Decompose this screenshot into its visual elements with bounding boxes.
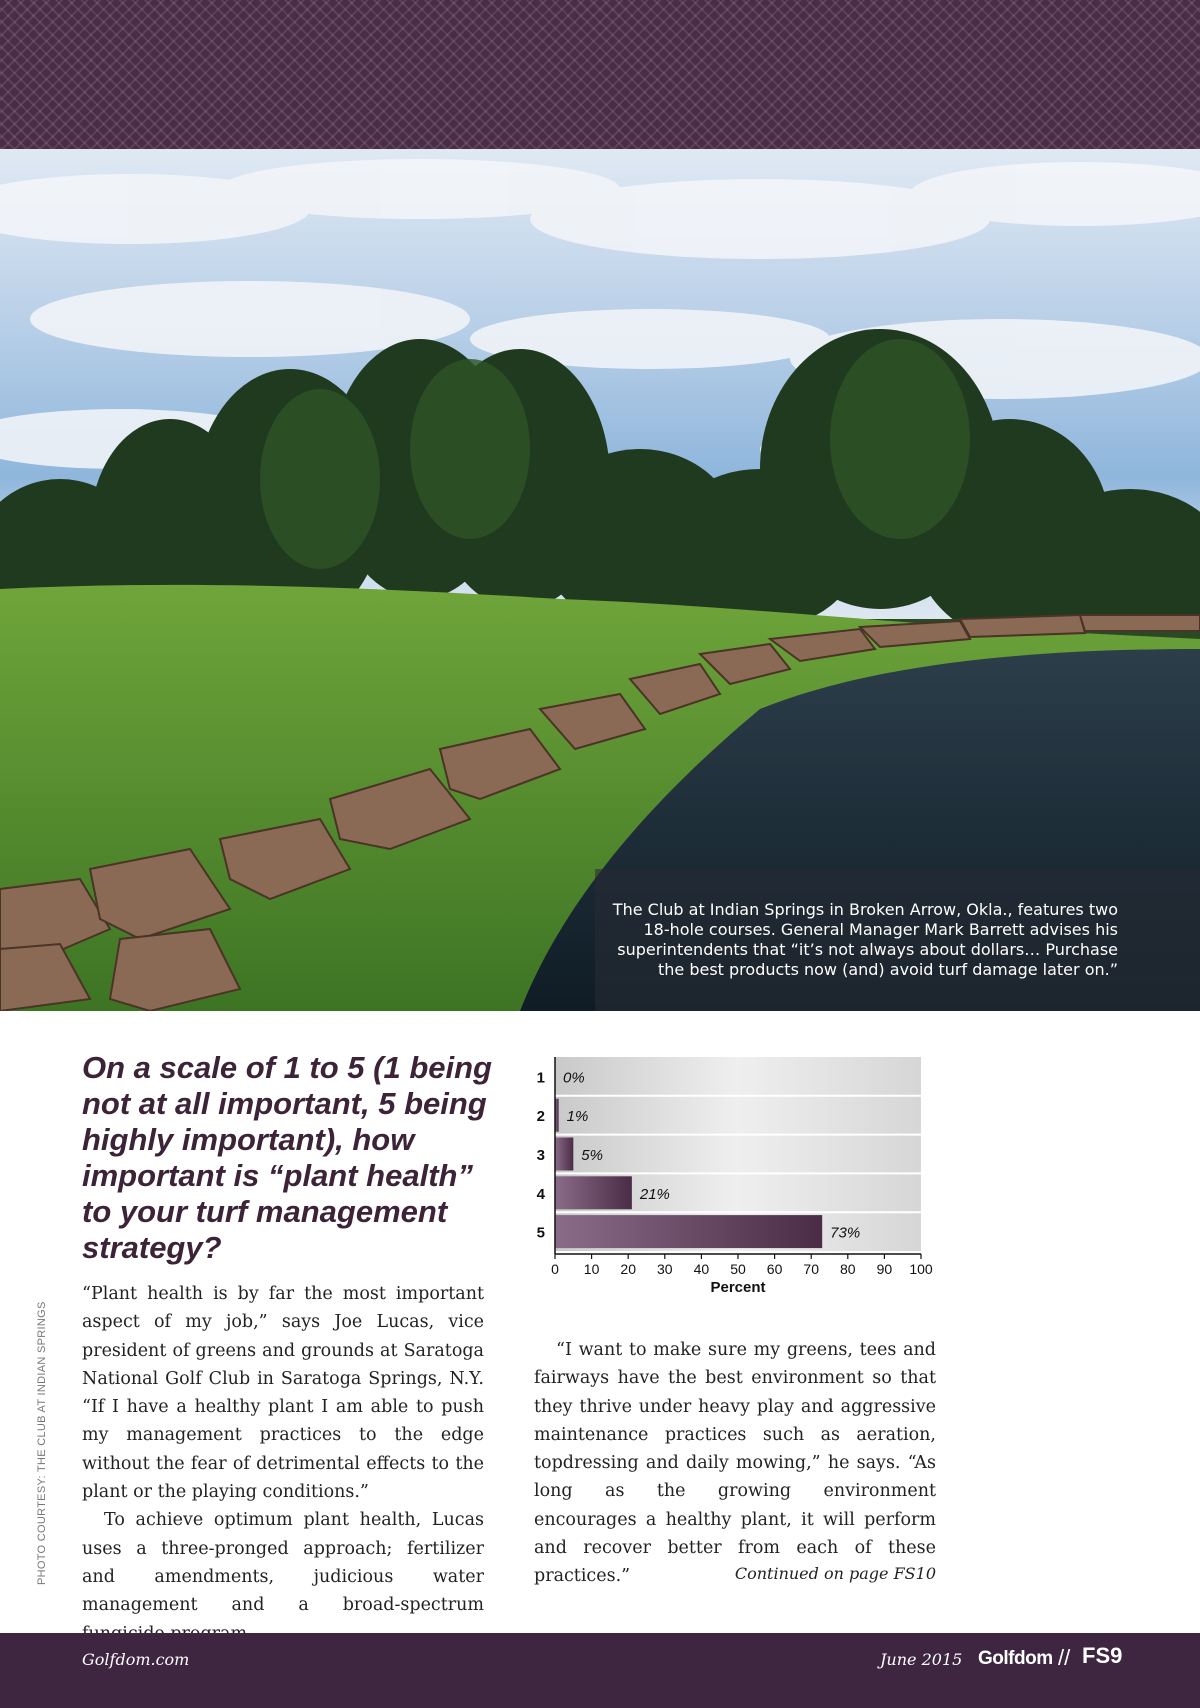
footer-band bbox=[0, 1633, 1200, 1708]
chart-x-tick-label: 50 bbox=[730, 1261, 746, 1277]
chart-x-tick-label: 80 bbox=[840, 1261, 856, 1277]
chart-x-tick-label: 100 bbox=[909, 1261, 933, 1277]
survey-question: On a scale of 1 to 5 (1 being not at all important, 5 being highly important), how important is “plant health” to your turf management strategy? bbox=[82, 1050, 492, 1265]
chart-category-label: 1 bbox=[536, 1069, 545, 1087]
chart-x-axis-label: Percent bbox=[710, 1279, 766, 1296]
chart-x-tick-label: 90 bbox=[876, 1261, 893, 1277]
page-number: FS9 bbox=[1082, 1643, 1123, 1668]
golf-course-photo bbox=[0, 149, 1200, 1011]
chart-x-tick-label: 0 bbox=[551, 1261, 559, 1277]
footer-site-link[interactable]: Golfdom.com bbox=[82, 1650, 190, 1669]
bar-chart bbox=[530, 1052, 950, 1322]
chart-x-tick-label: 20 bbox=[620, 1261, 636, 1277]
chart-value-label: 0% bbox=[563, 1069, 585, 1087]
chart-x-tick-label: 10 bbox=[583, 1261, 600, 1277]
right-column bbox=[534, 1336, 936, 1591]
chart-category-label: 3 bbox=[536, 1147, 545, 1164]
photo-credit: PHOTO COURTESY: THE CLUB AT INDIAN SPRINGS bbox=[36, 1301, 48, 1585]
footer-date: June 2015 bbox=[880, 1650, 963, 1669]
chart-value-label: 73% bbox=[830, 1224, 861, 1242]
paragraph: “Plant health is by far the most important aspect of my job,” says Joe Lucas, vice president of greens and grounds at Saratoga National Golf Club in Saratoga Springs, N.Y. “If I have a healthy plant I am able to push my management practices to the edge without the fear of detrimental effects to the plant or the playing conditions.” bbox=[82, 1284, 484, 1503]
chart-category-label: 2 bbox=[536, 1108, 545, 1126]
footer-brand: Golfdom bbox=[978, 1648, 1053, 1669]
photo-caption-box bbox=[595, 869, 1200, 1011]
chart-value-label: 5% bbox=[581, 1147, 603, 1164]
chart-bar bbox=[555, 1138, 573, 1171]
paragraph: “I want to make sure my greens, tees and fairways have the best environment so that they thrive under heavy play and aggressive maintenance practices such as aeration, topdressing and daily mowing,” he says. “As long as the growing environment encourages a healthy plant, it will perform and recover better from each of these practices.” bbox=[534, 1340, 936, 1587]
paragraph: To achieve optimum plant health, Lucas uses a three-pronged approach; fertilizer and amendments, judicious water management and a broad-spectrum bbox=[82, 1510, 484, 1616]
chart-bar bbox=[555, 1215, 822, 1248]
chart-bar bbox=[555, 1176, 632, 1209]
chart-x-tick-label: 40 bbox=[693, 1261, 710, 1277]
footer-separator: // bbox=[1058, 1645, 1071, 1670]
left-column bbox=[82, 1280, 484, 1648]
header-pattern-band bbox=[0, 0, 1200, 149]
chart-x-tick-label: 60 bbox=[766, 1261, 783, 1277]
chart-category-label: 4 bbox=[536, 1185, 545, 1203]
chart-x-tick-label: 70 bbox=[803, 1261, 819, 1277]
chart-value-label: 21% bbox=[639, 1185, 670, 1203]
continued-note: Continued on page FS10 bbox=[734, 1564, 936, 1583]
chart-category-label: 5 bbox=[536, 1224, 545, 1242]
chart-value-label: 1% bbox=[566, 1108, 589, 1126]
photo-caption: The Club at Indian Springs in Broken Arrow, Okla., features two 18-hole courses. General Manager Mark Barrett advises his superintendents that “it’s not always about dollars… Purchase the best products now (and) avoid turf damage later on.” bbox=[612, 900, 1118, 979]
chart-x-tick-label: 30 bbox=[657, 1261, 673, 1277]
